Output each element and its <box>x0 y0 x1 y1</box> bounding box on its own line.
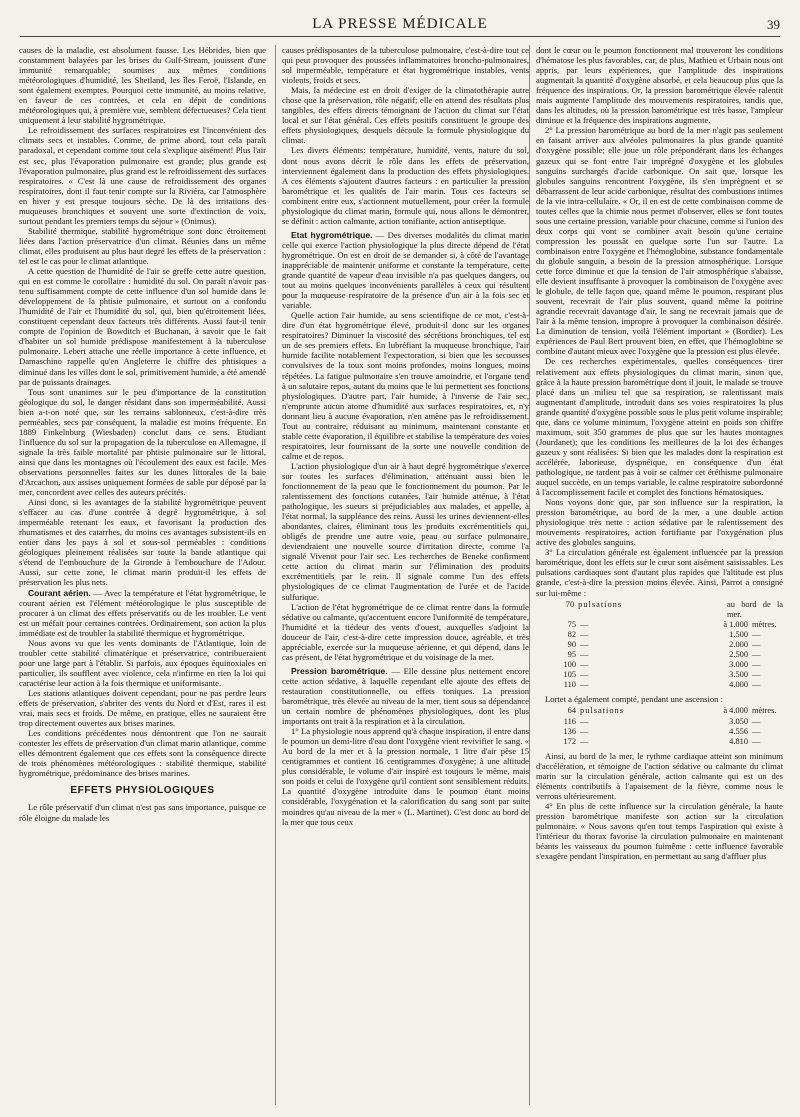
table-cell: — <box>580 716 590 726</box>
table-cell: 64 <box>567 706 576 716</box>
table-cell: 116 <box>563 716 576 726</box>
paragraph: Mais, la médecine est en droit d'exiger de la climatothérapie autre chose que la préservation, rôle négatif; elle en attend des résultats plus tangibles, des effets directs témoignant de l'action du climat sur l'état local et sur l'état général. Ces effets positifs constituent le groupe des effets physiologiques, desquels découle la formule physiologique du climat. <box>282 85 529 146</box>
paragraph: Stabilité thermique, stabilité hygrométrique sont donc étroitement liées dans l'action préservatrice d'un climat. Réunies dans un même climat, elles produisent au plus haut degré les effets de la préservation : tel est le cas pour le climat atlantique. <box>19 225 266 266</box>
table-cell: 70 <box>565 599 575 609</box>
table-cell: — <box>580 726 590 736</box>
paragraph: De ces recherches expérimentales, quelles conséquences tirer relativement aux effets physiologiques du climat marin, sinon que, grâce à la haute pression barométrique dont il jouit, le malade se trouve placé dans un milieu tel que sa respiration, se ralentissant mais augmentant d'amplitude, introduit dans ses voies respiratoires la plus grande quantité d'oxygène possible sous le plus petit volume inspirable; que, dans ce volume minimum, l'oxygène atteint en poids son chiffre maximum, soit 350 grammes de plus que sur les hautes montagnes (Jourdanet); que les conditions les meilleures de la loi des échanges gazeux y sont réalisées. Si bien que les malades dont la respiration est accélérée, laborieuse, dyspnéique, en conséquence d'un état pathologique, ne tardent pas à voir se calmer cet éréthisme pulmonaire auquel succède, en un temps variable, le calme respiratoire subordonné à l'accomplissement facile et complet des fonctions hématosiques. <box>536 356 783 498</box>
table-row <box>550 650 783 660</box>
table-cell: — <box>752 650 761 660</box>
table-cell: pulsations <box>580 706 624 716</box>
table-cell: — <box>580 619 590 629</box>
section-heading-etat-hygrometrique: Etat hygrométrique. <box>291 229 373 240</box>
column-right <box>536 45 783 1105</box>
table-cell: 105 <box>563 670 576 680</box>
paragraph: Nous avons vu que les vents dominants de l'Atlantique, loin de troubler cette stabilité climatérique et préservatrice, contribueraient pour une large part à l'établir. Si parfois, aux époques équinoxiales en particulier, ils soufflent avec violence, cela n'infirme en rien la loi qui caractérise leur action à la fois thermique et uniformisante. <box>19 637 266 688</box>
table-row <box>550 727 783 737</box>
table-cell: mètres. <box>752 706 777 716</box>
table-row <box>550 600 783 620</box>
paragraph: Lortet a également compté, pendant une ascension : <box>545 694 724 705</box>
paragraph <box>282 230 529 310</box>
paragraph: Tous sont unanimes sur le peu d'importance de la constitution géologique du sol, le danger résidant dans son imperméabilité. Aussi bien a-t-on noté que, sur les terrains sablonneux, c'est-à-dire très perméables, secs par conséquent, la maladie est moins fréquente. En 1889 Finkelnburg (Wiesbaden) conclut dans ce sens. Etudiant l'influence du sol sur la propagation de la tuberculose en Allemagne, il signale la très faible mortalité par phtisie pulmonaire sur le littoral, ainsi que dans les montagnes où l'écoulement des eaux est facile. Mes observations personnelles faites sur les dunes littorales de la baie d'Arcachon, aux assises uniquement formées de sable pur déposé par la mer, concordent avec celles des auteurs précités. <box>19 386 266 498</box>
column-divider <box>529 45 530 1105</box>
table-row <box>550 660 783 670</box>
table-row <box>550 640 783 650</box>
paragraph: A cette question de l'humidité de l'air se greffe cette autre question, qui en est comme le corollaire : humidité du sol. On paraît n'avoir pas tenu suffisamment compte de cette influence d'un sol humide dans le développement de la phtisie pulmonaire, et surtout on a confondu l'humidité de l'air et l'humidité du sol, qui, bien qu'étroitement liées, constituent cependant deux facteurs très différents. Aussi faut-il tenir compte de l'opinion de Bowditch et Buchanan, à savoir que le fait d'habiter un sol humide prédispose manifestement à la tuberculose pulmonaire. Lebert attache une réelle importance à cette influence, et Damaschino rappelle qu'en Angleterre le chiffre des phtisiques a diminué dans les villes dont le sol, primitivement humide, a été amendé par de puissants drainages. <box>19 266 266 387</box>
table-row <box>550 620 783 630</box>
paragraph: Les stations atlantiques doivent cependant, pour ne pas perdre leurs effets de préservation, s'abriter des vents du Nord et d'Est, rares il est vrai, mais secs et froids. De même, en pratique, elles ne sauraient être trop directement ouvertes aux brises marines. <box>19 688 266 729</box>
paragraph: L'action physiologique d'un air à haut degré hygrométrique s'exerce sur toutes les surfaces d'élimination, atténuant aussi bien le fonctionnement de la peau que le fonctionnement du poumon. Par le ralentissement des fonctions cutanées, l'air humide atténue, à l'état pathologique, les sueurs si préjudiciables aux malades, et appelle, à l'état normal, la suppléance des reins. Aussi les urines deviennent-elles abondantes, claires, éliminant tous les produits excrémentitiels qui, obligés de prendre une autre voie, peau ou surface pulmonaire, deviendraient une nouvelle source d'irritation directe, comme l'a signalé Vivenot pour l'air sec. Les recherches de Beneke confirment cette action du climat marin sur l'élimination des produits excrémentitiels par le rein. Il signale comme l'un des effets physiologiques de ce climat l'augmentation de l'urée et de l'acide sulfurique. <box>282 460 529 602</box>
table-cell: 82 <box>567 629 576 639</box>
table-cell: — <box>752 716 761 726</box>
table-cell: — <box>580 629 590 639</box>
section-heading-pression-barometrique: Pression barométrique. <box>291 665 388 676</box>
table-cell: pulsations <box>578 599 623 609</box>
table-cell: — <box>580 670 590 680</box>
section-heading-effets-physiologiques: EFFETS PHYSIOLOGIQUES <box>70 785 215 797</box>
table-cell: 110 <box>563 680 576 690</box>
table-row <box>550 670 783 680</box>
paragraph: Nous voyons donc que, par son influence sur la respiration, la pression barométrique, au bord de la mer, a une double action physiologique très nette : action sédative par le ralentissement des mouvements respiratoires, action fortifiante par l'oxygénation plus active des globules sanguins. <box>536 497 783 548</box>
table-cell: — <box>752 639 761 649</box>
paragraph: Les conditions précédentes nous démontrent que l'on ne saurait contester les effets de préservation d'un climat marin atlantique, comme elles démontrent également que ces effets sont la conséquence directe de trois phénomènes météorologiques : stabilité thermique, stabilité hygrométrique, prédominance des brises marines. <box>19 728 266 779</box>
column-divider <box>275 45 276 1105</box>
table-row <box>550 737 783 747</box>
table-row <box>550 706 783 716</box>
paragraph: 3° La circulation générale est également influencée par la pression barométrique, dont les effets sur le cœur sont aisément saisissables. Les pulsations cardiaques sont d'autant plus rapides que l'altitude est plus grande, c'est-à-dire la pression moins élevée. Ainsi, Parrot a consigné sur lui-même : <box>536 547 783 598</box>
paragraph <box>282 666 529 726</box>
pulse-table-lortet <box>550 706 783 746</box>
table-cell: — <box>580 736 590 746</box>
table-cell: 3.050 <box>729 716 748 726</box>
table-cell: au bord de la mer. <box>727 599 783 619</box>
table-cell: — <box>580 650 590 660</box>
paragraph: causes prédisposantes de la tuberculose pulmonaire, c'est-à-dire tout ce qui peut provoquer des poussées inflammatoires broncho-pulmonaires, sol imperméable, température et état hygrométrique instables, vents violents, froids et secs. <box>282 45 529 86</box>
paragraph: Le refroidissement des surfaces respiratoires est l'inconvénient des climats secs et instables. Comme, de prime abord, tout cela paraît paradoxal, et cependant comme tout cela s'explique aisément! Plus l'air est sec, plus l'évaporation pulmonaire est grande; plus grande est l'évaporation pulmonaire, plus grand est le refroidissement des surfaces respiratoires. « C'est là une cause de refroidissement des organes respiratoires, dont il faut tenir compte sur la Riviéra, car l'atmosphère en hiver y est presque toujours sèche. De là des irritations des muqueuses bronchiques et souvent une sorte d'extinction de voix, surtout pendant les premiers temps du séjour » (Onimus). <box>19 125 266 226</box>
table-cell: — <box>752 670 761 680</box>
table-cell: à 1.000 <box>723 619 748 629</box>
paragraph: Les divers éléments: température, humidité, vents, nature du sol, dont nous avons décrit le rôle dans les effets de préservation, interviennent également dans la production des effets physiologiques. A ces éléments s'ajoutent d'autres facteurs : en particulier la pression barométrique et les qualités de l'air marin. Tous ces facteurs se combinent entre eux, s'actionnent mutuellement, pour créer la formule physiologique du climat marin, formule qui, nous allons le démontrer, se définit : action calmante, action tonifiante, action antiseptique. <box>282 145 529 226</box>
table-cell: mètres. <box>752 619 777 629</box>
table-cell: 90 <box>567 639 576 649</box>
table-row <box>550 630 783 640</box>
paragraph-text: — Avec la température et l'état hygrométrique, le courant aérien est l'élément météorologique le plus susceptible de procurer à un climat des effets préservatifs ou de les troubler. Le vent est un méfait pour certaines contrées. Ordinairement, son action la plus immédiate est de troubler la stabilité thermique et hygrométrique. <box>19 587 266 638</box>
header-rule <box>20 36 780 37</box>
table-cell: 4.556 <box>729 726 748 736</box>
paragraph: 2° La pression barométrique au bord de la mer n'agit pas seulement en faisant arriver aux alvéoles pulmonaires la plus grande quantité d'oxygène possible; elle joue un rôle prépondérant dans les échanges gazeux qui se font entre l'air imprégné d'oxygène et les globules sanguins surchargés d'acide carbonique. On sait que, lorsque les globules sanguins rencontrent l'oxygène, ils s'en imprègnent et se débarrassent de leur acide carbonique, résultat des combustions intimes de la vie intra-cellulaire. « Or, il en est de cette combinaison comme de toutes celles que la chimie nous permet d'observer, elles se font toutes sous une certaine pression, variable pour chacune, comme si l'union des deux corps qui vont se combiner avait besoin qu'une certaine compression les poussât en quelque sorte l'un sur l'autre. La combinaison entre l'oxygène et l'hémoglobine, substance fondamentale du globule sanguin, a besoin de la pression atmosphérique. Lorsque cette force diminue et que la tension de l'air atmosphérique s'abaisse, elle devient insuffisante à provoquer la combinaison de l'oxygène avec le globule, de telle façon que, quand même le poumon, respirant plus souvent, recevrait de l'air plus souvent, quand même la poitrine agrandie recevrait davantage d'air, le sang ne recevrait jamais que de l'air à la même tension, impropre à provoquer la combinaison désirée. La diminution de tension, voilà l'élément important » (Bordier). Les expériences de Paul Bert prouvent bien, en effet, que l'hémoglobine se combine d'autant mieux avec l'oxygène que la pression est plus élevée. <box>536 125 783 357</box>
paragraph: Le rôle préservatif d'un climat n'est pas sans importance, puisque ce rôle éloigne du malade les <box>19 802 266 823</box>
column-middle <box>282 45 529 1105</box>
table-cell: — <box>752 660 761 670</box>
journal-title: LA PRESSE MÉDICALE <box>312 16 488 32</box>
table-cell: 4.000 <box>729 680 748 690</box>
paragraph: Ainsi donc, si les avantages de la stabilité hygrométrique peuvent s'effacer au cas d'une contrée à degré hygrométrique, à sol imperméable retenant les eaux, et favorisant la production des rhumatismes et des catarrhes, du moins ces avantages subsistent-ils en entier dans les pays à sol et sous-sol perméables : conditions géologiques pleinement réalisées sur toute la bande atlantique qui s'étend de l'embouchure de la Gironde à l'embouchure de l'Adour. Aussi, sur cette zone, le climat marin produit-il les effets de préservation les plus nets. <box>19 497 266 588</box>
table-cell: 2.500 <box>729 650 748 660</box>
table-cell: — <box>580 660 590 670</box>
table-cell: 2.000 <box>729 639 748 649</box>
table-cell: 75 <box>567 619 576 629</box>
table-cell: 3.000 <box>729 660 748 670</box>
table-row <box>550 717 783 727</box>
page-header <box>20 16 780 36</box>
section-heading-courant-aerien: Courant aérien. <box>28 587 91 598</box>
table-cell: 95 <box>567 650 576 660</box>
paragraph: Ainsi, au bord de la mer, le rythme cardiaque atteint son minimum d'accélération, et témoigne de l'action sédative ou calmante du climat marin sur la circulation générale, action calmante qui est un des éléments contributifs à l'apaisement de la fièvre, comme nous le verrons ultérieurement. <box>536 750 783 802</box>
paragraph: 4° En plus de cette influence sur la circulation générale, la haute pression barométrique manifeste son action sur la circulation pulmonaire. « Nous savons qu'en tout temps l'aspiration qui existe à l'intérieur du thorax favorise la circulation pulmonaire en maintenant béants les vaisseaux du poumon fuimême : cette influence favorable s'exagère pendant l'inspiration, en permettant au sang d'affluer plus <box>536 801 783 862</box>
table-cell: 3.500 <box>729 670 748 680</box>
pulse-table-parrot <box>550 600 783 691</box>
paragraph: dont le cœur ou le poumon fonctionnent mal trouveront les conditions d'hématose les plus favorables, car, de plus, Mathieu et Urbain nous ont appris, par leurs expériences, que l'amplitude des inspirations augmentait la quantité d'oxygène absorbé, et cela beaucoup plus que la fréquence des inspirations. Or, la pression barométrique élevée ralentit mais augmente l'amplitude des mouvements respiratoires, tandis que, dans les altitudes, où la pression barométrique est très basse, l'ampleur diminue et la fréquence des inspirations augmente. <box>536 45 783 126</box>
table-cell: 136 <box>563 726 576 736</box>
table-row <box>550 680 783 690</box>
table-cell: 4.810 <box>729 736 748 746</box>
paragraph <box>19 588 266 638</box>
column-left <box>19 45 266 1105</box>
table-cell: 172 <box>563 736 576 746</box>
paragraph: Quelle action l'air humide, au sens scientifique de ce mot, c'est-à-dire d'un état hygrométrique élevé, produit-il donc sur les organes respiratoires? Diminuer la viscosité des sécrétions bronchiques, tel est un de ses premiers effets. En lubréfiant la muqueuse bronchique, l'air humide facilite notablement l'expectoration, si bien que les secousses convulsives de la toux sont moins profondes, moins longues, moins répétées. La fatigue pulmonaire s'en trouve amoindrie, et l'organe tend à un salutaire repos, autant du moins que le lui permettent ses fonctions physiologiques. D'autre part, l'air humide, à l'inverse de l'air sec, n'emprunte aucun atome d'humidité aux surfaces respiratoires, et, n'y donnant lieu à aucune évaporation, n'en amène pas le refroidissement. Tout au contraire, réduisant au minimum, maintenant constante et stable cette évaporation, il équilibre et stabilise la température des voies respiratoires, leur fournissant de la sorte une nouvelle condition de calme et de repos. <box>282 310 529 461</box>
table-cell: — <box>752 736 761 746</box>
paragraph: 1° La physiologie nous apprend qu'à chaque inspiration, il entre dans le poumon un demi-litre d'eau dont l'oxygène vient revivifier le sang. « Au bord de la mer et à la pression normale, 1 litre d'air pèse 15 centigrammes et contient 16 centigrammes d'oxygène; à une altitude plus considérable, le volume d'air inspiré est toujours le même, mais son poids et celui de l'oxygène qu'il contient sont sensiblement réduits. La quantité d'oxygène introduite dans le poumon étant moins considérable, l'oxygénation et la calorification du sang sont par suite moindres qu'au niveau de la mer » (L. Martinet). C'est donc au bord de la mer que tous ceux <box>282 726 529 827</box>
paragraph: causes de la maladie, est absolument fausse. Les Hébrides, bien que constamment balayées par les brises du Gulf-Stream, jouissent d'une immunité remarquable; soumises aux mêmes conditions météorologiques d'humidité, les Shetland, les îles Feroë, l'Islande, en sont également exemptes. Pourquoi cette immunité, au moins relative, en faveur de ces contrées, et cela en dépit de conditions météorologiques qui, à première vue, semblent défectueuses? Cela tient uniquement à leur stabilité hygrométrique. <box>19 45 266 126</box>
page-number: 39 <box>767 17 780 32</box>
paragraph-text: — Elle dessine plus nettement encore cette action sédative, à laquelle cependant elle ajoute des effets de restauration constitutionnelle, ou effets toniques. La pression barométrique, très élevée au niveau de la mer, tient sous sa dépendance un certain nombre de phénomènes physiologiques, dont les plus importants ont trait à la respiration et à la circulation. <box>282 665 529 727</box>
table-cell: 1.500 <box>729 629 748 639</box>
table-cell: — <box>752 680 761 690</box>
table-cell: — <box>752 726 761 736</box>
paragraph: L'action de l'état hygrométrique de ce climat rentre dans la formule sédative ou calmante, qu'accentuent encore l'uniformité de température, l'humidité et la tiédeur des vents d'ouest, auxquelles s'adjoint la douceur de l'air, c'est-à-dire cette impression douce, agréable, et très appréciable, exercée sur la muqueuse aérienne, et qui dépend, dans le cas présent, de l'état hygrométrique et du voisinage de la mer. <box>282 601 529 662</box>
table-cell: 100 <box>563 660 576 670</box>
table-cell: à 4.000 <box>723 706 748 716</box>
table-cell: — <box>580 639 590 649</box>
table-cell: — <box>752 629 761 639</box>
paragraph-text: — Des diverses modalités du climat marin celle qui exerce l'action physiologique la plus directe dépend de l'état hygrométrique. On est en droit de se demander si, à côté de l'avantage inappréciable de maintenir uniforme et constante la température, cette grande quantité de vapeur d'eau invisible n'a pas quelques dangers, ou tout au moins quelques inconvénients parallèles à ceux qui résultent pour la muqueuse respiratoire de la présence d'un air à la fois sec et variable. <box>282 229 529 311</box>
table-cell: — <box>580 680 590 690</box>
